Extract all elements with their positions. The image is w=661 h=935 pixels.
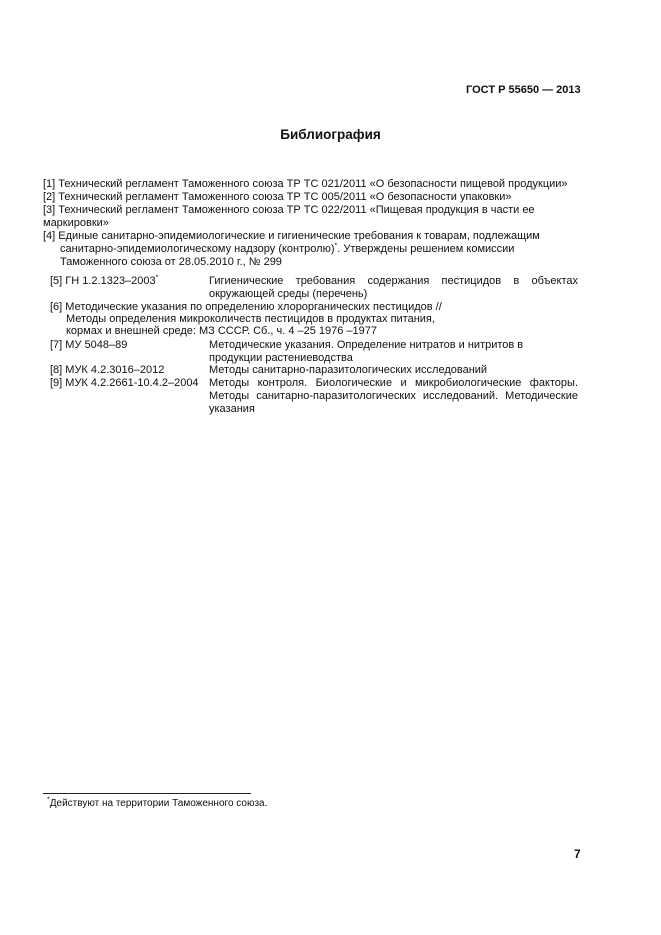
reference-5-code-text: [5] ГН 1.2.1323–2003 xyxy=(50,275,156,287)
reference-5-code xyxy=(50,275,158,288)
reference-9-description xyxy=(209,377,578,416)
reference-5-desc-line-2: окружающей среды (перечень) xyxy=(209,288,368,300)
reference-7-desc-line-2: продукции растениеводства xyxy=(209,352,353,364)
reference-5-description xyxy=(209,275,578,301)
reference-5-desc-line-1: Гигиенические требования содержания пестицидов в объектах xyxy=(209,275,578,287)
reference-7-code: [7] МУ 5048–89 xyxy=(50,339,128,351)
footnote-mark: * xyxy=(155,274,159,282)
footnote-divider xyxy=(43,793,251,794)
footnote-text: Действуют на территории Таможенного союза. xyxy=(49,798,268,809)
reference-4-line-2 xyxy=(60,243,514,256)
reference-3-line-1: [3] Технический регламент Таможенного союза ТР ТС 022/2011 «Пищевая продукция в части ее xyxy=(43,204,535,216)
footnote-mark: * xyxy=(334,242,338,250)
reference-8-code: [8] МУК 4.2.3016–2012 xyxy=(50,364,165,376)
reference-8-description: Методы санитарно-паразитологических исследований xyxy=(209,364,488,376)
reference-9-desc-line-3: указания xyxy=(209,403,255,415)
reference-9-desc-line-2: Методы санитарно-паразитологических исследований. Методические xyxy=(209,390,578,402)
reference-6-line-2: Методы определения микроколичеств пестицидов в продуктах питания, xyxy=(66,313,435,325)
page-number: 7 xyxy=(574,847,581,861)
reference-4-text-rest: . Утверждены решением комиссии xyxy=(337,243,515,255)
page-title: Библиография xyxy=(280,127,381,142)
reference-7-description xyxy=(209,339,578,365)
reference-3-line-2: маркировки» xyxy=(43,217,109,229)
document-code: ГОСТ Р 55650 — 2013 xyxy=(466,84,581,96)
reference-4-text: санитарно-эпидемиологическому надзору (контролю) xyxy=(60,243,335,255)
reference-4-line-1: [4] Единые санитарно-эпидемиологические и гигиенические требования к товарам, подлежащим xyxy=(43,230,540,242)
reference-7-desc-line-1: Методические указания. Определение нитратов и нитритов в xyxy=(209,339,524,351)
footnote-mark: * xyxy=(47,796,50,804)
reference-6-line-3: кормах и внешней среде: МЗ СССР. Сб., ч. 4 –25 1976 –1977 xyxy=(66,325,378,337)
footnote xyxy=(47,797,267,810)
reference-1: [1] Технический регламент Таможенного союза ТР ТС 021/2011 «О безопасности пищевой продукции» xyxy=(43,178,568,190)
reference-2: [2] Технический регламент Таможенного союза ТР ТС 005/2011 «О безопасности упаковки» xyxy=(43,191,512,203)
reference-6-line-1: [6] Методические указания по определению хлорорганических пестицидов // xyxy=(50,301,442,313)
reference-4-line-3: Таможенного союза от 28.05.2010 г., № 299 xyxy=(60,256,282,268)
reference-9-code: [9] МУК 4.2.2661-10.4.2–2004 xyxy=(50,377,199,389)
reference-9-desc-line-1: Методы контроля. Биологические и микробиологические факторы. xyxy=(209,377,578,389)
